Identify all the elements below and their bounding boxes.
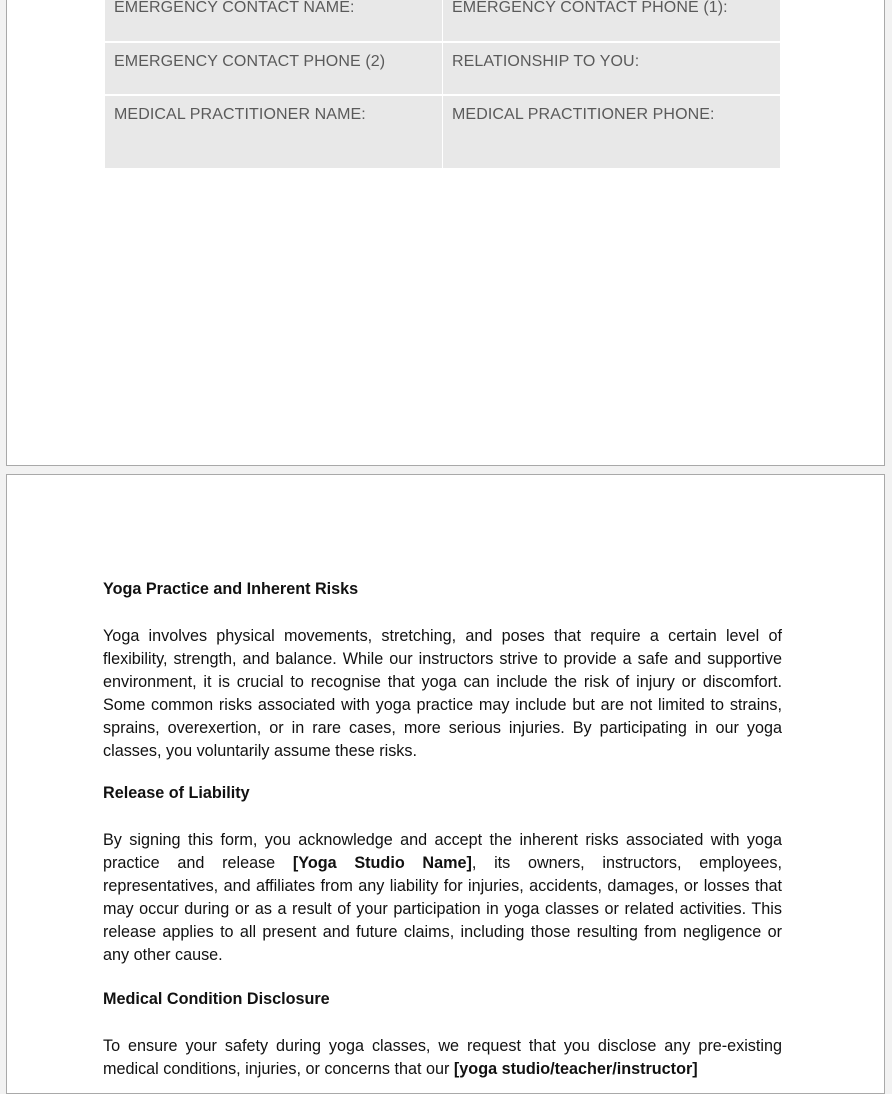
- section-paragraph: By signing this form, you acknowledge and accept the inherent risks associated with yoga practice and release [Yoga Studio Name], its owners, instructors, employees, representatives, and affiliates from any liability for injuries, accidents, damages, or losses that may occur during or as a result of your participation in yoga classes or related activities. This release applies to all present and future claims, including those resulting from negligence or any other cause.: [103, 831, 782, 964]
- emergency-contact-phone-1-field[interactable]: EMERGENCY CONTACT PHONE (1):: [443, 0, 780, 41]
- medical-practitioner-phone-field[interactable]: MEDICAL PRACTITIONER PHONE:: [443, 96, 780, 168]
- section-paragraph: Yoga involves physical movements, stretching, and poses that require a certain level of flexibility, strength, and balance. While our instructors strive to provide a safe and supportive environment, it is crucial to recognise that yoga can include the risk of injury or discomfort. Some common risks associated with yoga practice may include but are not limited to strains, sprains, overexertion, or in rare cases, more serious injuries. By participating in our yoga classes, you voluntarily assume these risks.: [103, 627, 782, 760]
- section-yoga-risks: [103, 578, 782, 763]
- section-paragraph: To ensure your safety during yoga classes, we request that you disclose any pre-existing medical conditions, injuries, or concerns that our [yoga studio/teacher/instructor]: [103, 1037, 782, 1078]
- relationship-field[interactable]: RELATIONSHIP TO YOU:: [443, 43, 780, 94]
- emergency-contact-name-field[interactable]: EMERGENCY CONTACT NAME:: [105, 0, 442, 41]
- section-medical-disclosure: [103, 988, 782, 1081]
- document-page-2: [6, 474, 885, 1094]
- studio-name-placeholder: [Yoga Studio Name]: [292, 854, 472, 872]
- section-heading: Yoga Practice and Inherent Risks: [103, 580, 359, 598]
- document-page-1: [6, 0, 885, 466]
- section-heading: Medical Condition Disclosure: [103, 990, 330, 1008]
- emergency-contact-table: [105, 0, 780, 168]
- section-heading: Release of Liability: [103, 784, 250, 802]
- emergency-contact-phone-2-field[interactable]: EMERGENCY CONTACT PHONE (2): [105, 43, 442, 94]
- section-release-of-liability: [103, 782, 782, 967]
- medical-practitioner-name-field[interactable]: MEDICAL PRACTITIONER NAME:: [105, 96, 442, 168]
- instructor-placeholder: [yoga studio/teacher/instructor]: [453, 1060, 698, 1078]
